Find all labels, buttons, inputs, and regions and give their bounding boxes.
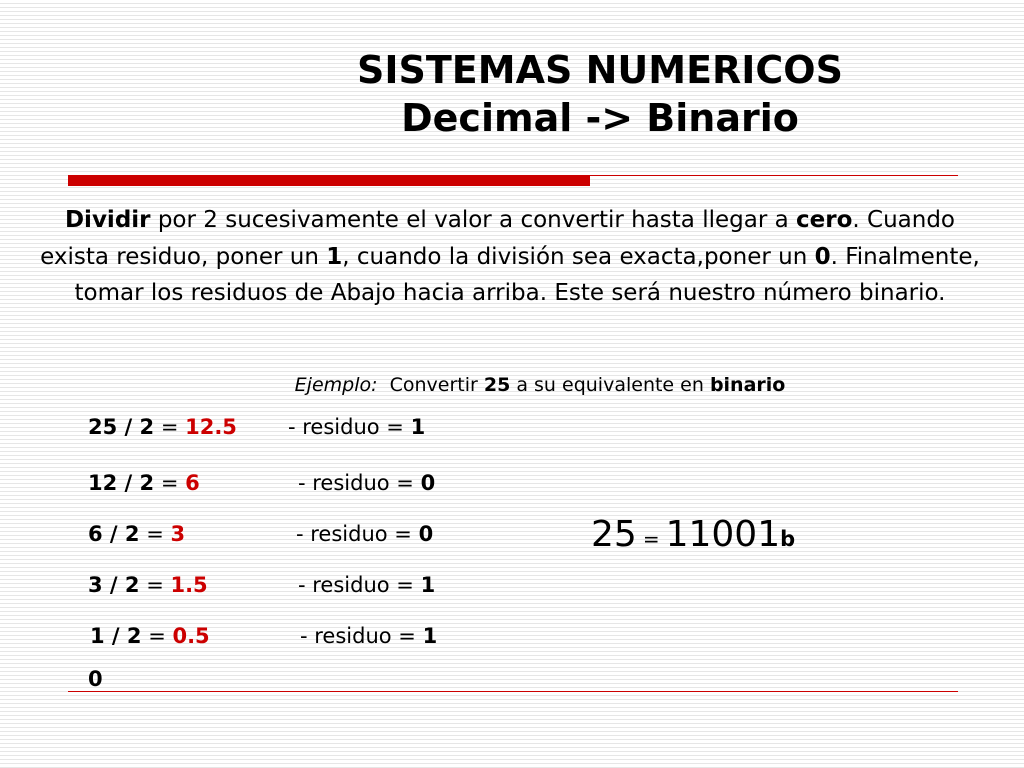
equals-sign: = <box>154 415 186 439</box>
equals-sign: = <box>154 471 186 495</box>
example-text-2: a su equivalente en <box>510 374 710 396</box>
intro-text-4: . Finalmente, tomar los residuos de Abajo hacia arriba. Este será nuestro número binario. <box>74 243 980 306</box>
conversion-result <box>591 512 795 562</box>
result-binary: 11001 <box>665 514 781 555</box>
residue-expression <box>300 621 437 651</box>
intro-text-1: por 2 sucesivamente el valor a convertir hasta llegar a <box>150 207 797 233</box>
residue-label: - residuo = <box>288 415 411 439</box>
example-line <box>40 374 1024 396</box>
division-operands: 12 / 2 <box>88 471 155 495</box>
example-label: Ejemplo: <box>294 374 378 396</box>
title-divider-red <box>68 176 590 186</box>
division-operands: 3 / 2 <box>88 573 140 597</box>
quotient-value: 0.5 <box>172 624 210 648</box>
division-expression <box>88 412 237 442</box>
quotient-value: 1.5 <box>170 573 208 597</box>
intro-bold-cero: cero <box>796 207 853 233</box>
equals-sign: = <box>139 573 171 597</box>
slide-title <box>200 46 1000 142</box>
title-line-1: SISTEMAS NUMERICOS <box>357 48 843 92</box>
intro-bold-one: 1 <box>326 243 343 270</box>
example-number: 25 <box>483 374 511 396</box>
bottom-divider <box>68 691 958 692</box>
division-operands: 6 / 2 <box>88 522 140 546</box>
example-target: binario <box>709 374 786 396</box>
example-text-1: Convertir <box>377 374 484 396</box>
residue-label: - residuo = <box>298 573 421 597</box>
division-expression <box>90 621 210 651</box>
residue-expression <box>288 412 425 442</box>
equals-sign: = <box>139 522 171 546</box>
residue-expression <box>298 570 435 600</box>
quotient-value: 6 <box>185 471 200 495</box>
residue-value: 0 <box>420 471 436 495</box>
division-expression <box>88 570 208 600</box>
equals-sign: = <box>141 624 173 648</box>
intro-bold-zero: 0 <box>814 243 831 270</box>
division-expression <box>88 519 185 549</box>
residue-label: - residuo = <box>300 624 423 648</box>
residue-value: 1 <box>422 624 438 648</box>
residue-expression <box>298 468 435 498</box>
final-quotient-zero: 0 <box>88 667 103 691</box>
division-operands: 25 / 2 <box>88 415 155 439</box>
quotient-value: 12.5 <box>185 415 237 439</box>
division-operands: 1 / 2 <box>90 624 142 648</box>
division-expression <box>88 468 200 498</box>
result-binary-suffix: b <box>780 527 796 551</box>
intro-bold-dividir: Dividir <box>64 207 151 233</box>
intro-text-3: , cuando la división sea exacta,poner un <box>342 243 815 270</box>
result-equals: = <box>642 527 660 551</box>
residue-value: 0 <box>418 522 434 546</box>
intro-paragraph <box>40 202 980 312</box>
residue-label: - residuo = <box>298 471 421 495</box>
intro-text-2: . Cuando exista residuo, poner un <box>40 207 956 270</box>
quotient-value: 3 <box>170 522 186 546</box>
residue-label: - residuo = <box>296 522 419 546</box>
residue-expression <box>296 519 433 549</box>
residue-value: 1 <box>420 573 436 597</box>
residue-value: 1 <box>410 415 426 439</box>
result-decimal: 25 <box>591 514 637 555</box>
title-line-2: Decimal -> Binario <box>401 96 799 140</box>
